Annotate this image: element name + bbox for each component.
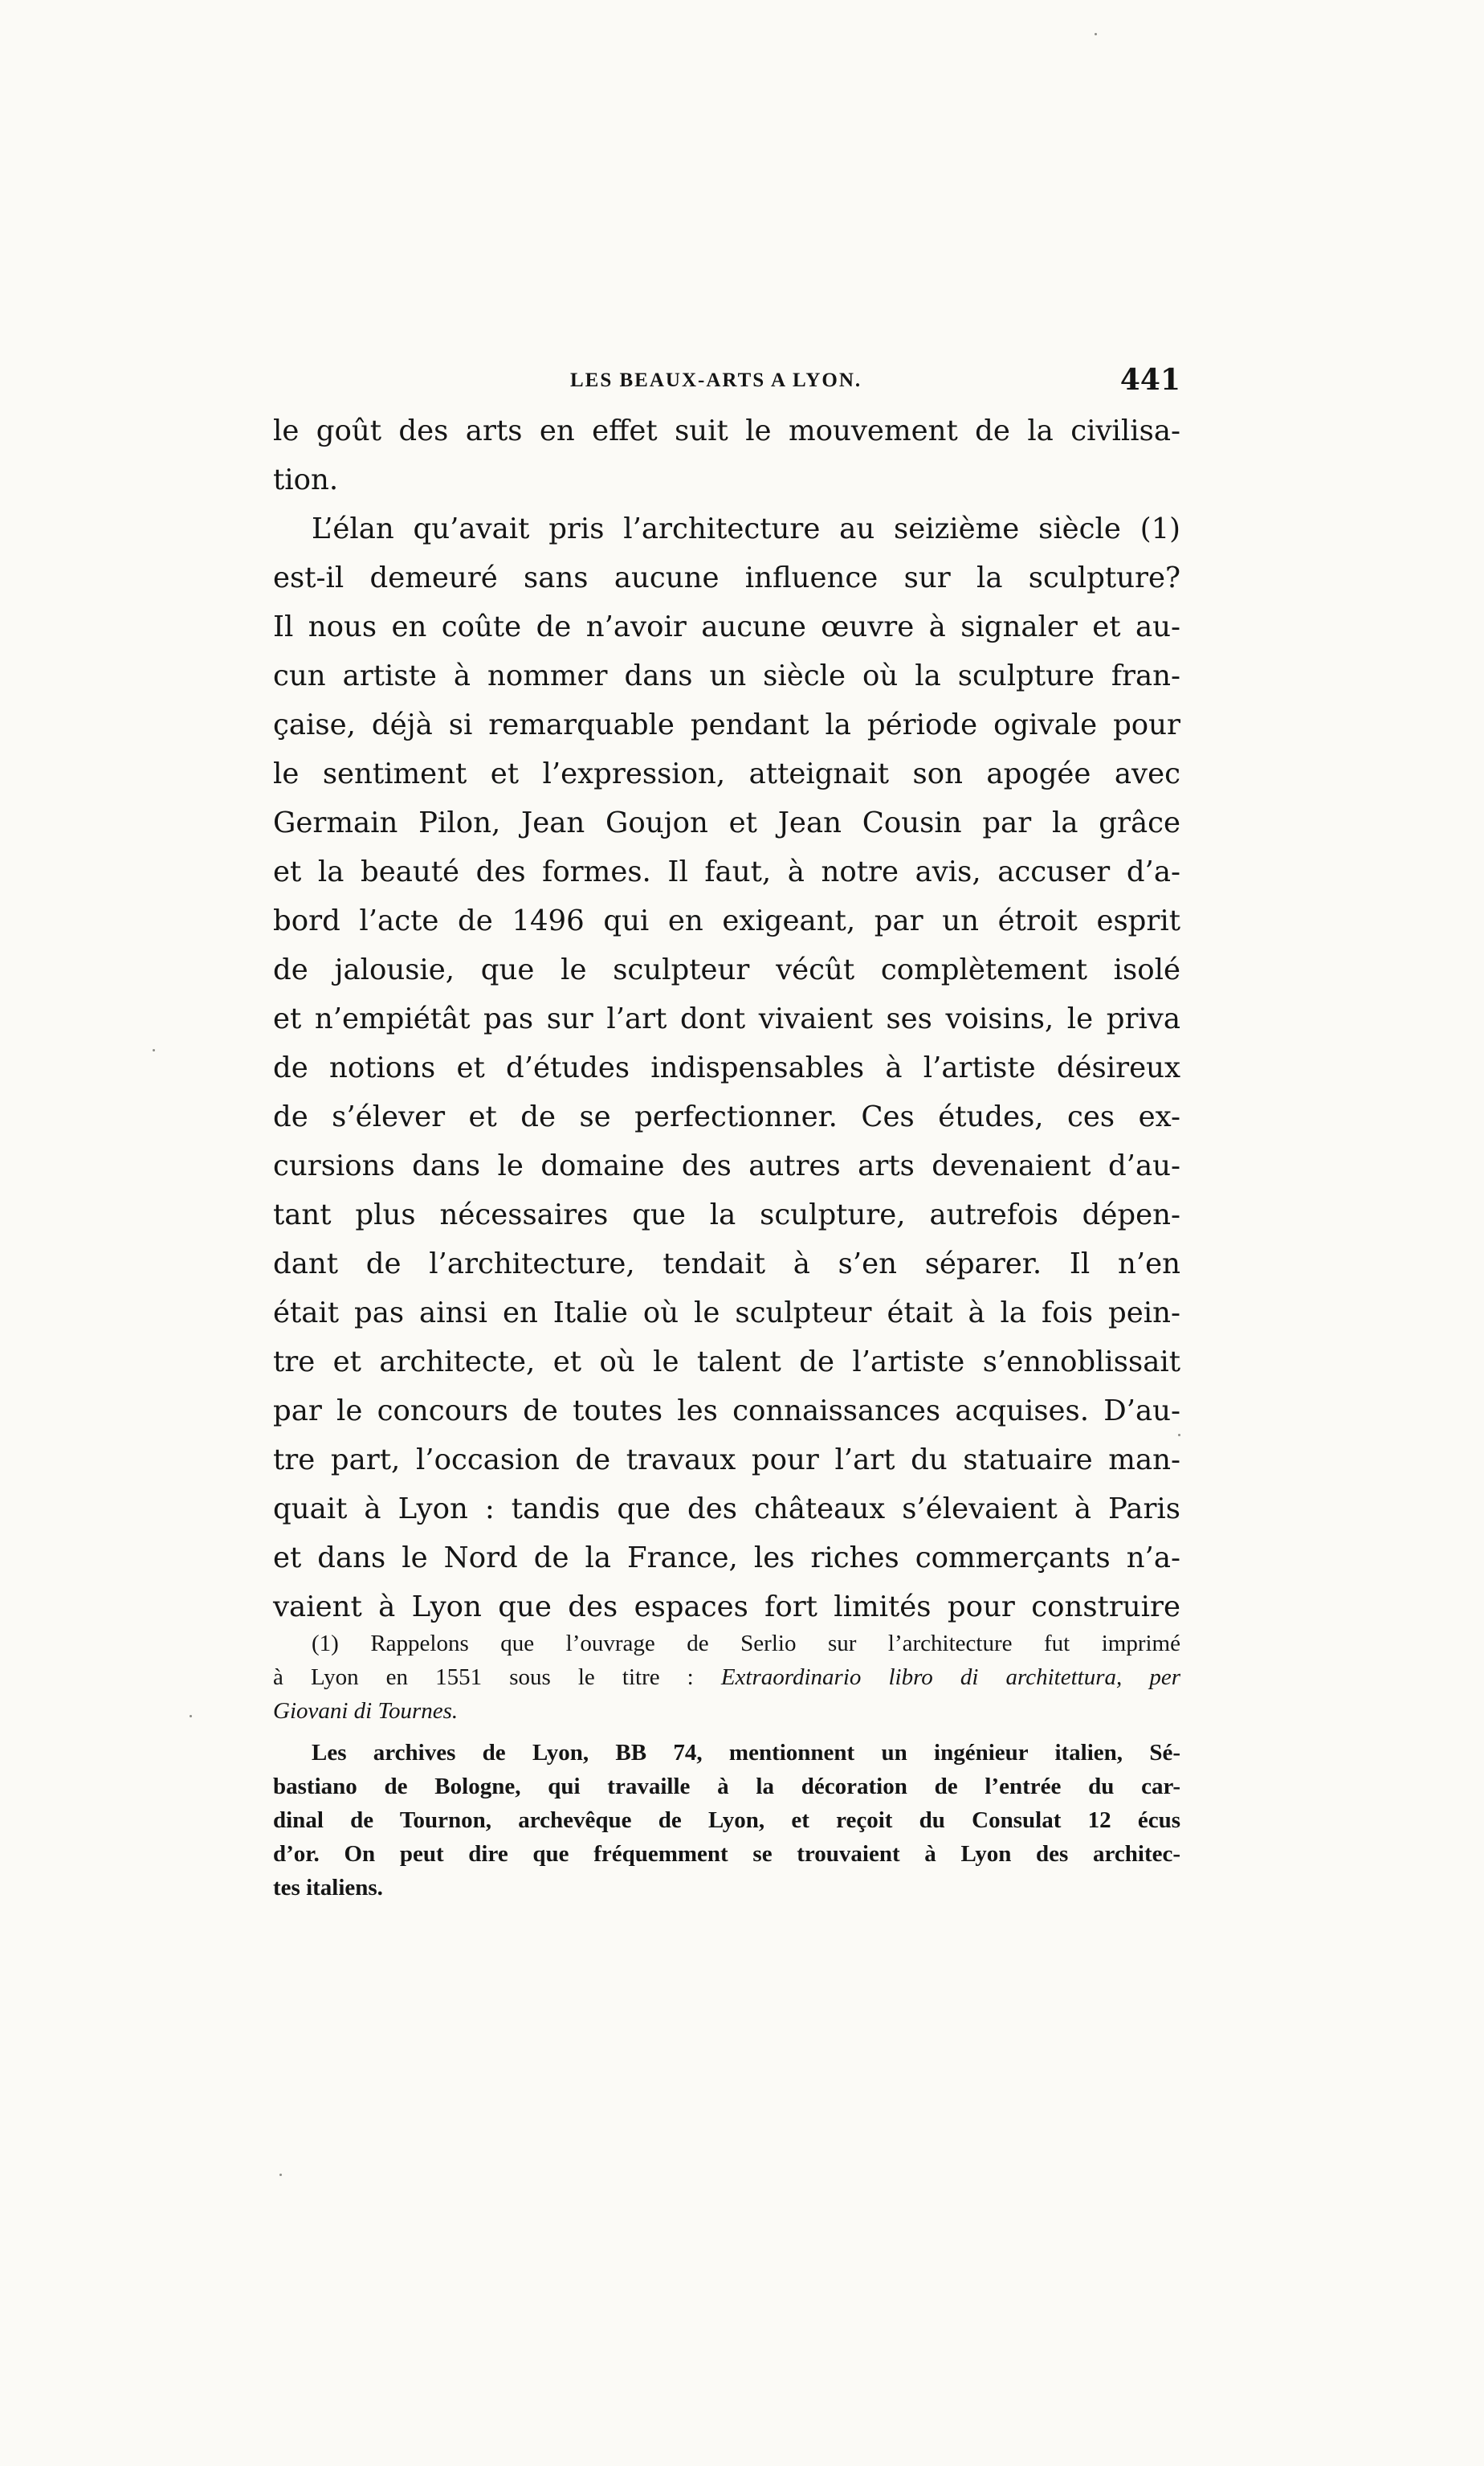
text-line: tion. [273, 463, 339, 496]
text-line: bord l’acte de 1496 qui en exigeant, par un étroit esprit [273, 904, 1180, 937]
text-line: le sentiment et l’expression, atteignait son apogée avec [273, 757, 1180, 790]
text-line: çaise, déjà si remarquable pendant la période ogivale pour [273, 708, 1180, 741]
text-line: et la beauté des formes. Il faut, à notre avis, accuser d’a- [273, 855, 1180, 888]
text-line: tant plus nécessaires que la sculpture, autrefois dépen- [273, 1198, 1180, 1231]
text-line: Germain Pilon, Jean Goujon et Jean Cousin par la grâce [273, 806, 1180, 839]
text-line: tre part, l’occasion de travaux pour l’art du statuaire man- [273, 1443, 1180, 1476]
footnote-line: dinal de Tournon, archevêque de Lyon, et reçoit du Consulat 12 écus [273, 1807, 1180, 1833]
footnote [273, 1627, 1180, 1905]
text-line: de jalousie, que le sculpteur vécût complètement isolé [273, 953, 1180, 986]
page-number: 441 [1119, 363, 1180, 397]
paper-speck [190, 1715, 192, 1717]
text-line: vaient à Lyon que des espaces fort limités pour construire [273, 1590, 1180, 1623]
text-line: cun artiste à nommer dans un siècle où la sculpture fran- [273, 659, 1180, 692]
text-line: L’élan qu’avait pris l’architecture au seizième siècle (1) [312, 512, 1180, 545]
footnote-line: Les archives de Lyon, BB 74, mentionnent un ingénieur italien, Sé- [312, 1740, 1180, 1766]
running-head [273, 363, 1180, 411]
text-line: de s’élever et de se perfectionner. Ces études, ces ex- [273, 1100, 1180, 1133]
footnote-line: d’or. On peut dire que fréquemment se trouvaient à Lyon des architec- [273, 1841, 1180, 1867]
main-text [273, 406, 1180, 1631]
text-line: était pas ainsi en Italie où le sculpteur était à la fois pein- [273, 1296, 1180, 1329]
footnote-line: (1) Rappelons que l’ouvrage de Serlio sur l’architecture fut imprimé [312, 1631, 1180, 1656]
paper-speck [1178, 1434, 1180, 1436]
text-line: par le concours de toutes les connaissances acquises. D’au- [273, 1394, 1180, 1427]
text-line: dant de l’architecture, tendait à s’en séparer. Il n’en [273, 1247, 1180, 1280]
text-line: tre et architecte, et où le talent de l’artiste s’ennoblissait [273, 1345, 1180, 1378]
running-title: LES BEAUX-ARTS A LYON. [570, 369, 862, 391]
footnote-line: tes italiens. [273, 1875, 383, 1901]
text-line: de notions et d’études indispensables à l’artiste désireux [273, 1051, 1180, 1084]
paper-speck [1095, 33, 1097, 35]
paper-speck [279, 2174, 282, 2176]
text-line: Il nous en coûte de n’avoir aucune œuvre à signaler et au- [273, 610, 1180, 643]
footnote-line [273, 1660, 1180, 1694]
text-line: est-il demeuré sans aucune influence sur la sculpture? [273, 561, 1180, 594]
paper-speck [153, 1049, 155, 1051]
footnote-line: Giovani di Tournes. [273, 1698, 459, 1724]
text-line: et dans le Nord de la France, les riches commerçants n’a- [273, 1541, 1180, 1574]
text-line: le goût des arts en effet suit le mouvement de la civilisa- [273, 414, 1180, 447]
text-line: cursions dans le domaine des autres arts devenaient d’au- [273, 1149, 1180, 1182]
book-title: Extraordinario libro di architettura, per [720, 1664, 1180, 1690]
text-line: et n’empiétât pas sur l’art dont vivaient ses voisins, le priva [273, 1002, 1180, 1035]
text-line: quait à Lyon : tandis que des châteaux s’élevaient à Paris [273, 1492, 1180, 1525]
footnote-line: bastiano de Bologne, qui travaille à la décoration de l’entrée du car- [273, 1774, 1180, 1799]
footnote-text: à Lyon en 1551 sous le titre : [273, 1664, 721, 1690]
